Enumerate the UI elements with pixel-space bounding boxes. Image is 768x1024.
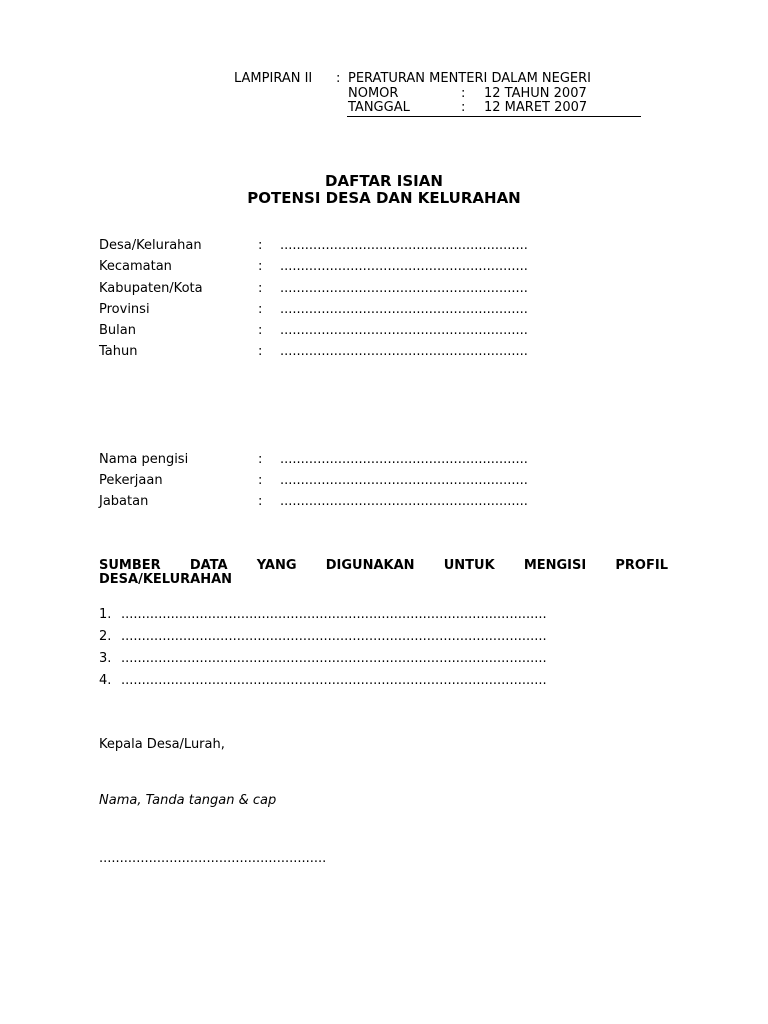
heading-word: DATA — [189, 558, 228, 573]
list-item-blank[interactable]: ....................................................................................................... — [121, 607, 547, 622]
field-blank-bulan[interactable]: ............................................................ — [280, 323, 528, 338]
signature-blank[interactable]: ....................................................... — [99, 851, 327, 866]
sources-heading-line1 — [99, 559, 668, 573]
field-label-kabupaten: Kabupaten/Kota — [99, 281, 203, 296]
field-label-provinsi: Provinsi — [99, 302, 150, 317]
nomor-separator: : — [461, 86, 466, 101]
list-item-number: 1. — [99, 607, 112, 622]
nomor-label: NOMOR — [348, 86, 399, 101]
field-colon: : — [258, 323, 263, 338]
field-blank-jabatan[interactable]: ............................................................ — [280, 494, 528, 509]
field-label-tahun: Tahun — [99, 344, 138, 359]
lampiran-label: LAMPIRAN II — [234, 71, 313, 86]
field-colon: : — [258, 302, 263, 317]
field-blank-tahun[interactable]: ............................................................ — [280, 344, 528, 359]
lampiran-value: PERATURAN MENTERI DALAM NEGERI — [348, 71, 592, 86]
field-label-nama-pengisi: Nama pengisi — [99, 452, 189, 467]
tanggal-value: 12 MARET 2007 — [484, 100, 588, 115]
page-title: DAFTAR ISIAN — [325, 172, 443, 190]
lampiran-separator: : — [336, 71, 341, 86]
tanggal-separator: : — [461, 100, 466, 115]
field-colon: : — [258, 452, 263, 467]
field-colon: : — [258, 281, 263, 296]
heading-word: UNTUK — [443, 558, 495, 573]
sources-heading — [99, 559, 668, 587]
tanggal-label: TANGGAL — [348, 100, 410, 115]
list-item-blank[interactable]: ....................................................................................................... — [121, 629, 547, 644]
field-label-desa: Desa/Kelurahan — [99, 238, 202, 253]
field-blank-pekerjaan[interactable]: ............................................................ — [280, 473, 528, 488]
field-label-bulan: Bulan — [99, 323, 136, 338]
heading-word: SUMBER — [99, 558, 161, 573]
field-blank-desa[interactable]: ............................................................ — [280, 238, 528, 253]
heading-word: PROFIL — [615, 558, 668, 573]
heading-word: MENGISI — [523, 558, 587, 573]
heading-word: DIGUNAKAN — [325, 558, 415, 573]
field-colon: : — [258, 494, 263, 509]
list-item-number: 3. — [99, 651, 112, 666]
field-label-pekerjaan: Pekerjaan — [99, 473, 163, 488]
field-label-jabatan: Jabatan — [99, 494, 149, 509]
field-colon: : — [258, 259, 263, 274]
list-item-number: 4. — [99, 673, 112, 688]
field-colon: : — [258, 473, 263, 488]
signature-instruction: Nama, Tanda tangan & cap — [99, 793, 277, 808]
field-blank-provinsi[interactable]: ............................................................ — [280, 302, 528, 317]
signature-title: Kepala Desa/Lurah, — [99, 737, 225, 752]
field-colon: : — [258, 238, 263, 253]
field-label-kecamatan: Kecamatan — [99, 259, 172, 274]
heading-word: YANG — [256, 558, 297, 573]
list-item-blank[interactable]: ....................................................................................................... — [121, 673, 547, 688]
header-underline — [347, 116, 641, 117]
list-item-number: 2. — [99, 629, 112, 644]
field-blank-kecamatan[interactable]: ............................................................ — [280, 259, 528, 274]
nomor-value: 12 TAHUN 2007 — [484, 86, 587, 101]
field-blank-nama-pengisi[interactable]: ............................................................ — [280, 452, 528, 467]
page-subtitle: POTENSI DESA DAN KELURAHAN — [247, 189, 521, 207]
list-item-blank[interactable]: ....................................................................................................... — [121, 651, 547, 666]
sources-heading-line2: DESA/KELURAHAN — [99, 572, 233, 587]
field-colon: : — [258, 344, 263, 359]
field-blank-kabupaten[interactable]: ............................................................ — [280, 281, 528, 296]
